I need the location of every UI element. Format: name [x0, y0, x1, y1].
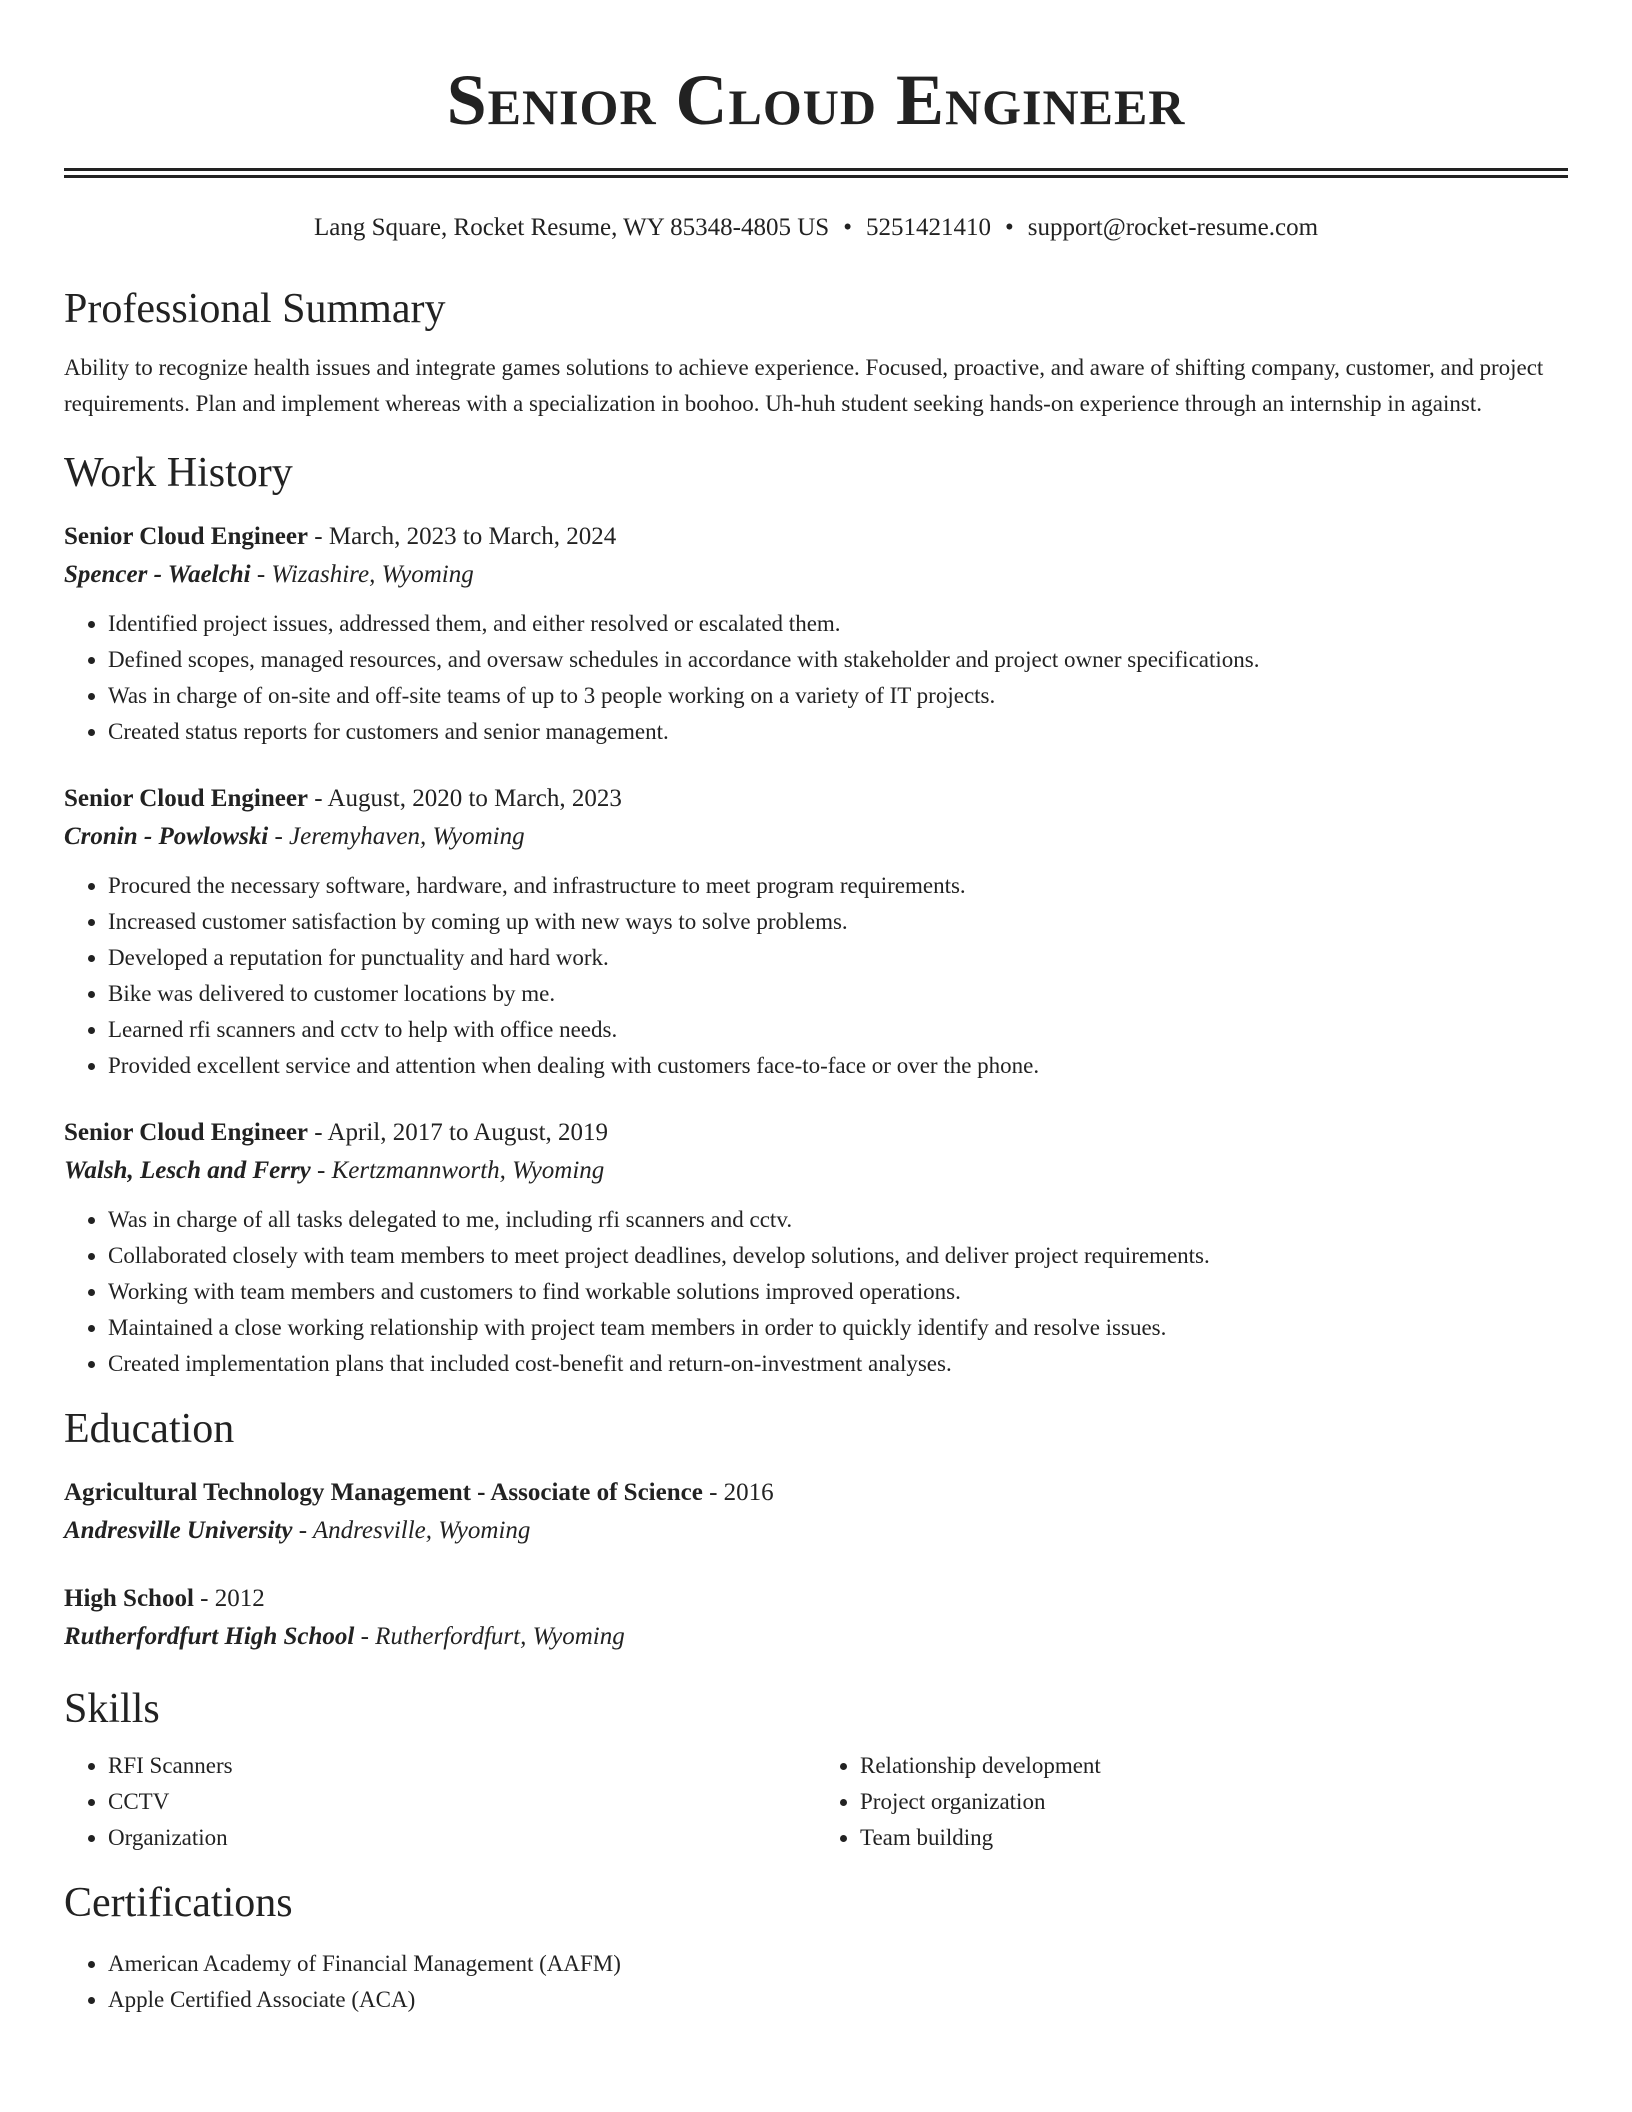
job-entry — [64, 780, 1568, 1084]
resume-name: Senior Cloud Engineer — [446, 60, 1186, 140]
section-heading-work-history: Work History — [64, 450, 293, 496]
certification-item: • Apple Certified Associate (ACA) — [108, 1982, 1568, 2018]
list-item: • Provided excellent service and attention when dealing with customers face-to-face or over the phone. — [108, 1048, 1568, 1084]
contact-line — [64, 212, 1568, 244]
list-item: • Developed a reputation for punctuality and hard work. — [108, 940, 1568, 976]
list-item: • Increased customer satisfaction by coming up with new ways to solve problems. — [108, 904, 1568, 940]
header-double-rule — [64, 168, 1568, 178]
job-company: Walsh, Lesch and Ferry — [64, 1157, 311, 1184]
certification-item: • American Academy of Financial Management (AAFM) — [108, 1946, 1568, 1982]
list-item: • Was in charge of all tasks delegated to me, including rfi scanners and cctv. — [108, 1202, 1568, 1238]
job-bullets — [64, 606, 1568, 750]
job-title: Senior Cloud Engineer — [64, 1119, 309, 1146]
job-dates: - March, 2023 to March, 2024 — [308, 523, 617, 550]
job-title-line — [64, 1114, 1568, 1152]
list-item: • Identified project issues, addressed them, and either resolved or escalated them. — [108, 606, 1568, 642]
job-title-line — [64, 518, 1568, 556]
skill-item: • Relationship development — [860, 1748, 1568, 1784]
list-item: • Bike was delivered to customer locations by me. — [108, 976, 1568, 1012]
job-company-line — [64, 556, 1568, 594]
education-degree: High School — [64, 1585, 194, 1612]
contact-phone: 5251421410 — [865, 214, 991, 241]
list-item: • Collaborated closely with team members to meet project deadlines, develop solutions, and deliver project requirements. — [108, 1238, 1568, 1274]
education-entry — [64, 1474, 1568, 1550]
section-heading-certifications: Certifications — [64, 1880, 293, 1926]
job-location: - Kertzmannworth, Wyoming — [310, 1157, 605, 1184]
education-school: Andresville University — [64, 1517, 293, 1544]
education-degree-line — [64, 1474, 1568, 1512]
education-school: Rutherfordfurt High School — [64, 1623, 355, 1650]
skill-item: • RFI Scanners — [108, 1748, 816, 1784]
education-school-line — [64, 1512, 1568, 1550]
list-item: • Learned rfi scanners and cctv to help with office needs. — [108, 1012, 1568, 1048]
job-company: Cronin - Powlowski — [64, 823, 269, 850]
skills-list-right — [816, 1748, 1568, 1856]
education-degree: Agricultural Technology Management - Associate of Science — [64, 1479, 703, 1506]
education-location: - Andresville, Wyoming — [292, 1517, 531, 1544]
skill-item: • Project organization — [860, 1784, 1568, 1820]
skills-columns — [64, 1748, 1568, 1856]
section-heading-education: Education — [64, 1406, 235, 1452]
summary-text: Ability to recognize health issues and integrate games solutions to achieve experience. Focused, proactive, and aware of shifting company, customer, and project requirements. Plan and implement whereas with a specialization in boohoo. Uh-huh student seeking hands-on experience through an internship in against. — [64, 355, 1544, 416]
job-dates: - August, 2020 to March, 2023 — [308, 785, 622, 812]
skill-item: • Organization — [108, 1820, 816, 1856]
section-heading-skills: Skills — [64, 1686, 160, 1732]
list-item: • Created implementation plans that included cost-benefit and return-on-investment analyses. — [108, 1346, 1568, 1382]
list-item: • Working with team members and customers to find workable solutions improved operations. — [108, 1274, 1568, 1310]
education-year: - 2012 — [193, 1585, 265, 1612]
job-location: - Wizashire, Wyoming — [250, 561, 474, 588]
job-bullets — [64, 1202, 1568, 1382]
job-location: - Jeremyhaven, Wyoming — [268, 823, 525, 850]
job-entry — [64, 1114, 1568, 1382]
job-dates: - April, 2017 to August, 2019 — [308, 1119, 609, 1146]
job-company: Spencer - Waelchi — [64, 561, 251, 588]
list-item: • Maintained a close working relationship with project team members in order to quickly identify and resolve issues. — [108, 1310, 1568, 1346]
job-company-line — [64, 818, 1568, 856]
list-item: • Was in charge of on-site and off-site teams of up to 3 people working on a variety of IT projects. — [108, 678, 1568, 714]
job-title: Senior Cloud Engineer — [64, 523, 309, 550]
skills-list-left — [64, 1748, 816, 1856]
contact-separator: • — [843, 214, 852, 241]
job-title: Senior Cloud Engineer — [64, 785, 309, 812]
list-item: • Defined scopes, managed resources, and oversaw schedules in accordance with stakeholder and project owner specifications. — [108, 642, 1568, 678]
contact-separator: • — [1004, 214, 1014, 241]
skill-item: • CCTV — [108, 1784, 816, 1820]
job-bullets — [64, 868, 1568, 1084]
list-item: • Procured the necessary software, hardware, and infrastructure to meet program requirements. — [108, 868, 1568, 904]
contact-address: Lang Square, Rocket Resume, WY 85348-4805 US — [313, 214, 830, 241]
list-item: • Created status reports for customers and senior management. — [108, 714, 1568, 750]
skill-item: • Team building — [860, 1820, 1568, 1856]
job-title-line — [64, 780, 1568, 818]
job-entry — [64, 518, 1568, 750]
education-year: - 2016 — [702, 1479, 774, 1506]
education-entry — [64, 1580, 1568, 1656]
education-school-line — [64, 1618, 1568, 1656]
education-location: - Rutherfordfurt, Wyoming — [354, 1623, 625, 1650]
education-degree-line — [64, 1580, 1568, 1618]
certifications-list — [64, 1946, 1568, 2018]
job-company-line — [64, 1152, 1568, 1190]
section-heading-summary: Professional Summary — [64, 286, 446, 332]
contact-email: support@rocket-resume.com — [1027, 214, 1319, 241]
